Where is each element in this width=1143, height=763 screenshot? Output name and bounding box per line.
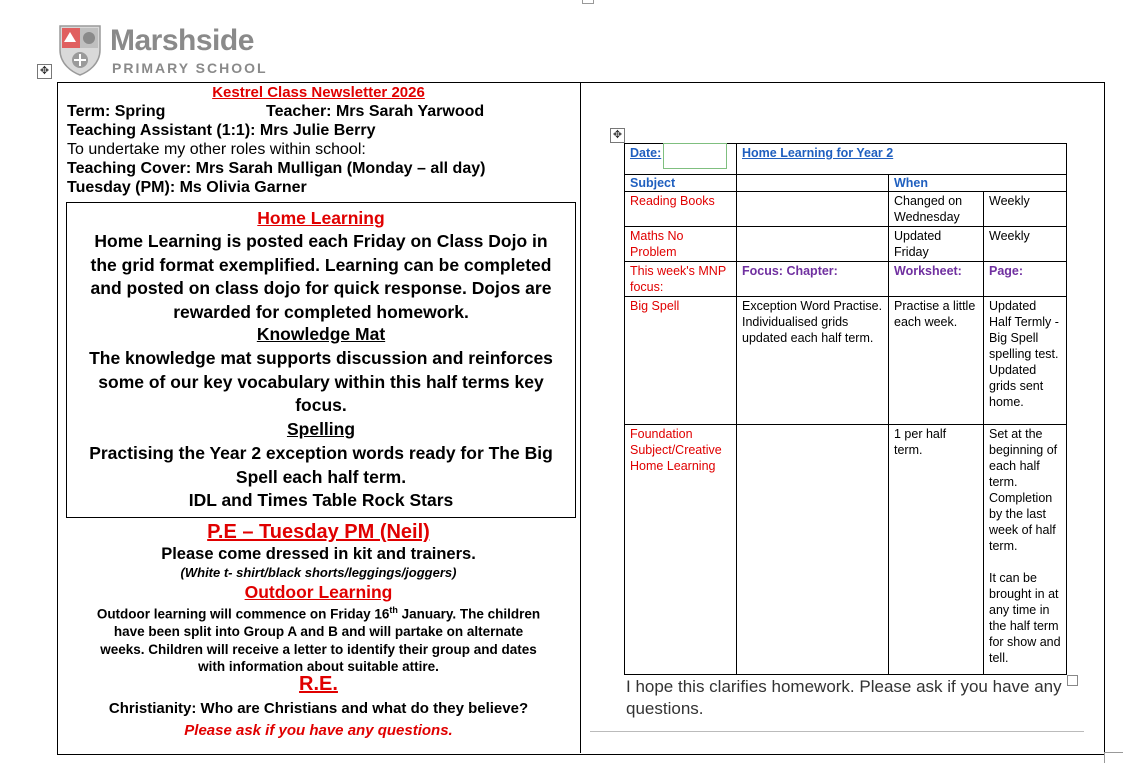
table-resize-handle[interactable] bbox=[1067, 675, 1078, 686]
task-cell: Exception Word Practise. Individualised grids updated each half term. bbox=[737, 297, 889, 425]
logo-subtitle: PRIMARY SCHOOL bbox=[112, 60, 268, 76]
table-row bbox=[625, 297, 1067, 425]
home-learning-heading: Home Learning bbox=[257, 208, 385, 228]
task-cell bbox=[737, 425, 889, 675]
text-line: some of our key vocabulary within this half terms key bbox=[98, 371, 544, 392]
other-roles-text: To undertake my other roles within school: bbox=[67, 141, 366, 158]
pe-heading: P.E – Tuesday PM (Neil) bbox=[207, 521, 430, 543]
subject-cell: Maths No Problem bbox=[625, 227, 737, 262]
lower-left-section bbox=[57, 520, 580, 750]
text-line: focus. bbox=[295, 395, 347, 415]
divider bbox=[590, 731, 1084, 732]
text-line: have been split into Group A and B and will partake on alternate bbox=[113, 624, 524, 639]
newsletter-title: Kestrel Class Newsletter 2026 bbox=[212, 84, 425, 101]
page-corner-marker bbox=[1104, 752, 1123, 763]
table-row bbox=[625, 227, 1067, 262]
table-row bbox=[625, 175, 1067, 192]
empty-header bbox=[737, 175, 889, 192]
frequency-cell: Updated Half Termly - Big Spell spelling test. Updated grids sent home. bbox=[984, 297, 1067, 425]
when-cell: 1 per half term. bbox=[889, 425, 984, 675]
home-learning-text bbox=[67, 230, 575, 324]
school-logo bbox=[58, 24, 288, 80]
pe-kit-note: (White t- shirt/black shorts/leggings/joggers) bbox=[180, 565, 457, 580]
when-cell: Changed on Wednesday bbox=[889, 192, 984, 227]
tuesday-cover-label: Tuesday (PM): Ms Olivia Garner bbox=[67, 179, 307, 196]
table-row bbox=[625, 262, 1067, 297]
term-label: Term: Spring bbox=[67, 103, 166, 120]
text-line: The knowledge mat supports discussion and reinforces bbox=[89, 348, 553, 368]
spelling-text bbox=[67, 442, 575, 513]
when-header: When bbox=[889, 175, 1067, 192]
date-cell bbox=[625, 144, 737, 175]
knowledge-mat-text bbox=[67, 347, 575, 418]
text-line: and posted on class dojo for quick response. Dojos are bbox=[90, 278, 552, 298]
outdoor-text bbox=[57, 602, 580, 676]
text-line: IDL and Times Table Rock Stars bbox=[188, 490, 454, 510]
page-marker bbox=[582, 0, 594, 4]
text-line: rewarded for completed homework. bbox=[173, 301, 469, 322]
when-cell: Worksheet: bbox=[889, 262, 984, 297]
table-heading: Home Learning for Year 2 bbox=[742, 146, 894, 160]
when-cell: Updated Friday bbox=[889, 227, 984, 262]
text-line: the grid format exemplified. Learning can be completed bbox=[90, 254, 552, 275]
text-line: Outdoor learning will commence on Friday 16th January. The children bbox=[96, 605, 541, 622]
task-cell: Focus: Chapter: bbox=[737, 262, 889, 297]
table-move-handle-icon[interactable]: ✥ bbox=[37, 64, 52, 79]
subject-cell: Reading Books bbox=[625, 192, 737, 227]
outdoor-heading: Outdoor Learning bbox=[244, 582, 393, 602]
subject-cell: This week's MNP focus: bbox=[625, 262, 737, 297]
knowledge-mat-heading: Knowledge Mat bbox=[256, 324, 386, 344]
text-line: Spell each half term. bbox=[235, 466, 407, 487]
spelling-heading: Spelling bbox=[286, 419, 356, 439]
frequency-text: Set at the beginning of each half term. Completion by the last week of half term. bbox=[989, 427, 1058, 553]
table-row bbox=[625, 144, 1067, 175]
homework-table bbox=[624, 143, 1067, 675]
ask-questions-note: Please ask if you have any questions. bbox=[184, 722, 453, 739]
task-cell bbox=[737, 192, 889, 227]
cover-label: Teaching Cover: Mrs Sarah Mulligan (Monday – all day) bbox=[67, 160, 486, 177]
text-line: Practising the Year 2 exception words ready for The Big bbox=[89, 443, 553, 463]
subject-header: Subject bbox=[625, 175, 737, 192]
when-cell: Practise a little each week. bbox=[889, 297, 984, 425]
frequency-cell: Weekly bbox=[984, 227, 1067, 262]
title-cell bbox=[737, 144, 1067, 175]
teacher-label: Teacher: Mrs Sarah Yarwood bbox=[266, 103, 485, 120]
frequency-text: It can be brought in at any time in the half term for show and tell. bbox=[989, 571, 1061, 665]
table-row bbox=[625, 425, 1067, 675]
date-label: Date: bbox=[630, 146, 662, 160]
footnote-text: I hope this clarifies homework. Please ask if you have any questions. bbox=[626, 677, 1062, 718]
logo-school-name: Marshside bbox=[110, 24, 254, 57]
text-line: Home Learning is posted each Friday on Class Dojo in bbox=[94, 231, 548, 251]
re-line: Christianity: Who are Christians and what do they believe? bbox=[108, 700, 529, 717]
frequency-cell: Weekly bbox=[984, 192, 1067, 227]
text-line: weeks. Children will receive a letter to identify their group and dates bbox=[100, 641, 537, 657]
table-row bbox=[625, 192, 1067, 227]
frequency-cell: Page: bbox=[984, 262, 1067, 297]
subject-cell: Foundation Subject/Creative Home Learning bbox=[625, 425, 737, 675]
home-learning-box bbox=[66, 202, 576, 518]
subject-cell: Big Spell bbox=[625, 297, 737, 425]
task-cell bbox=[737, 227, 889, 262]
pe-line: Please come dressed in kit and trainers. bbox=[161, 545, 476, 563]
table-move-handle-icon[interactable]: ✥ bbox=[610, 128, 625, 143]
re-heading: R.E. bbox=[299, 673, 338, 695]
school-crest-icon bbox=[58, 24, 102, 76]
frequency-cell bbox=[984, 425, 1067, 675]
ta-label: Teaching Assistant (1:1): Mrs Julie Berry bbox=[67, 122, 376, 139]
text-line: with information about suitable attire. bbox=[198, 659, 439, 674]
date-field[interactable] bbox=[663, 143, 727, 169]
